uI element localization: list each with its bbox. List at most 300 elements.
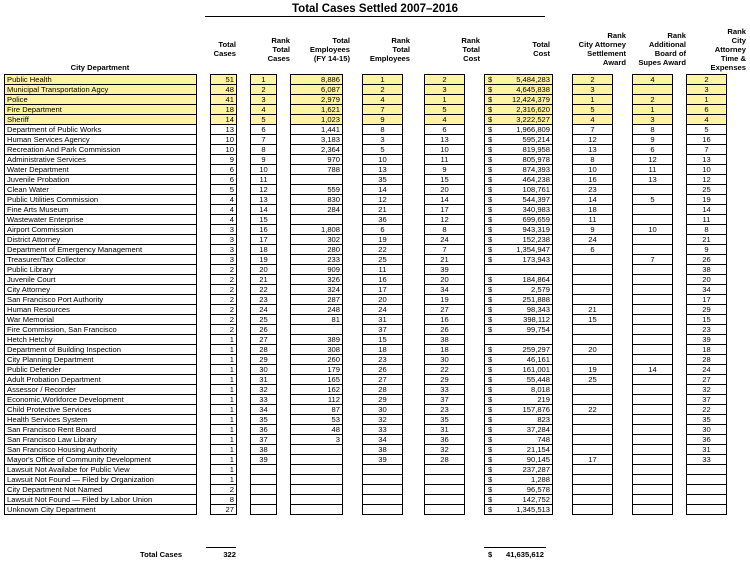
- cell-total-cost: 1,345,513: [497, 505, 553, 515]
- cell-currency: $: [485, 305, 497, 315]
- cell-rank-total-cost: 23: [425, 405, 465, 415]
- cell-rank-settlement: 8: [573, 155, 613, 165]
- cell-rank-total-cases: 4: [251, 105, 277, 115]
- cell-rank-total-cases: 37: [251, 435, 277, 445]
- cell-rank-board: [633, 345, 673, 355]
- cell-department: Human Services Agency: [5, 135, 197, 145]
- cell-total-cases: 41: [211, 95, 237, 105]
- cell-rank-board: 2: [633, 95, 673, 105]
- cell-rank-total-cost: [425, 465, 465, 475]
- table-row: [5, 85, 727, 95]
- cell-rank-total-cases: [251, 505, 277, 515]
- cell-rank-total-cost: 29: [425, 375, 465, 385]
- cell-rank-settlement: [573, 505, 613, 515]
- cell-rank-total-cases: 11: [251, 175, 277, 185]
- cell-total-cost: 8,018: [497, 385, 553, 395]
- cell-total-employees: 6,087: [291, 85, 343, 95]
- table-row: [5, 175, 727, 185]
- cell-total-employees: 260: [291, 355, 343, 365]
- cell-rank-settlement: 11: [573, 215, 613, 225]
- cell-currency: $: [485, 295, 497, 305]
- cell-rank-total-cases: 38: [251, 445, 277, 455]
- cell-rank-total-cases: 14: [251, 205, 277, 215]
- cell-total-employees: 287: [291, 295, 343, 305]
- cell-rank-total-cost: 33: [425, 385, 465, 395]
- cell-total-cost: 90,145: [497, 455, 553, 465]
- page-title: Total Cases Settled 2007–2016: [205, 2, 545, 17]
- cell-total-employees: 788: [291, 165, 343, 175]
- cell-rank-settlement: 4: [573, 115, 613, 125]
- cell-department: Public Defender: [5, 365, 197, 375]
- cell-total-cost: 12,424,379: [497, 95, 553, 105]
- cell-department: Assessor / Recorder: [5, 385, 197, 395]
- cell-rank-time: 16: [687, 135, 727, 145]
- cell-department: City Attorney: [5, 285, 197, 295]
- cell-total-cases: 10: [211, 135, 237, 145]
- cell-rank-total-cases: 34: [251, 405, 277, 415]
- cell-rank-settlement: [573, 385, 613, 395]
- cell-total-cases: 3: [211, 225, 237, 235]
- cell-rank-board: [633, 205, 673, 215]
- cell-rank-total-employees: 29: [363, 395, 403, 405]
- cell-total-cases: 2: [211, 485, 237, 495]
- cell-rank-total-cases: 28: [251, 345, 277, 355]
- table-row: [5, 425, 727, 435]
- cell-rank-time: 29: [687, 305, 727, 315]
- cell-total-cases: 1: [211, 435, 237, 445]
- cell-currency: $: [485, 255, 497, 265]
- table-row: [5, 195, 727, 205]
- cell-total-employees: 280: [291, 245, 343, 255]
- cell-rank-total-cases: 12: [251, 185, 277, 195]
- cell-rank-total-cases: 1: [251, 75, 277, 85]
- totals-cost: 41,635,612: [505, 550, 544, 559]
- cell-rank-total-cost: 21: [425, 255, 465, 265]
- cell-rank-total-cost: 20: [425, 275, 465, 285]
- cell-rank-settlement: [573, 415, 613, 425]
- cell-rank-total-cases: 13: [251, 195, 277, 205]
- cell-total-cost: 2,579: [497, 285, 553, 295]
- cell-rank-total-cost: [425, 495, 465, 505]
- cell-rank-total-cost: [425, 505, 465, 515]
- cell-rank-total-cost: 28: [425, 455, 465, 465]
- total-cost-underline: [484, 547, 546, 548]
- cell-rank-board: [633, 475, 673, 485]
- cell-rank-total-employees: 38: [363, 445, 403, 455]
- cell-total-cost: 340,983: [497, 205, 553, 215]
- cell-currency: [485, 265, 497, 275]
- cell-rank-time: 34: [687, 285, 727, 295]
- cell-total-cost: 251,888: [497, 295, 553, 305]
- cell-rank-settlement: 2: [573, 75, 613, 85]
- cell-rank-settlement: 10: [573, 165, 613, 175]
- cell-total-cases: 10: [211, 145, 237, 155]
- cell-total-cost: 96,578: [497, 485, 553, 495]
- cell-rank-total-employees: 4: [363, 95, 403, 105]
- total-cases-underline: [206, 547, 236, 548]
- cell-rank-total-employees: 2: [363, 85, 403, 95]
- cell-rank-total-cases: 5: [251, 115, 277, 125]
- table-row: [5, 295, 727, 305]
- cell-rank-total-employees: 32: [363, 415, 403, 425]
- totals-label: Total Cases: [140, 550, 183, 559]
- cell-rank-total-employees: 6: [363, 225, 403, 235]
- cell-rank-total-employees: [363, 495, 403, 505]
- cell-department: Lawsuit Not Availabe for Public View: [5, 465, 197, 475]
- cell-rank-total-cost: [425, 485, 465, 495]
- cell-rank-settlement: 7: [573, 125, 613, 135]
- cell-rank-settlement: 9: [573, 225, 613, 235]
- cell-total-cases: 4: [211, 215, 237, 225]
- cell-total-employees: 284: [291, 205, 343, 215]
- cell-rank-time: 3: [687, 85, 727, 95]
- cell-rank-settlement: [573, 445, 613, 455]
- cell-rank-total-employees: 8: [363, 125, 403, 135]
- cell-currency: $: [485, 225, 497, 235]
- cell-rank-total-employees: [363, 465, 403, 475]
- cell-currency: $: [485, 455, 497, 465]
- cell-total-cost: 1,354,947: [497, 245, 553, 255]
- cell-rank-time: 7: [687, 145, 727, 155]
- cell-currency: $: [485, 115, 497, 125]
- cell-rank-total-cases: 9: [251, 155, 277, 165]
- cell-rank-total-cases: 17: [251, 235, 277, 245]
- cell-total-cases: 2: [211, 285, 237, 295]
- cell-currency: $: [485, 375, 497, 385]
- cell-total-cases: 18: [211, 105, 237, 115]
- header-rank-total-employees: Rank Total Employees: [369, 35, 410, 63]
- cell-rank-board: [633, 325, 673, 335]
- cell-rank-total-employees: 15: [363, 335, 403, 345]
- cell-rank-settlement: [573, 485, 613, 495]
- cell-rank-time: 12: [687, 175, 727, 185]
- cell-rank-board: [633, 245, 673, 255]
- cell-department: Municipal Transportation Agcy: [5, 85, 197, 95]
- cell-currency: $: [485, 405, 497, 415]
- cell-rank-board: 12: [633, 155, 673, 165]
- cell-rank-settlement: 24: [573, 235, 613, 245]
- cell-department: Lawsuit Not Found — Filed by Labor Union: [5, 495, 197, 505]
- table-row: [5, 265, 727, 275]
- cell-rank-total-cases: 29: [251, 355, 277, 365]
- cell-currency: $: [485, 365, 497, 375]
- cell-rank-settlement: 14: [573, 195, 613, 205]
- cell-total-cases: 1: [211, 415, 237, 425]
- cell-rank-board: [633, 495, 673, 505]
- cell-rank-total-cases: 15: [251, 215, 277, 225]
- cell-rank-board: 6: [633, 145, 673, 155]
- cell-rank-time: 35: [687, 415, 727, 425]
- cell-currency: $: [485, 285, 497, 295]
- cell-currency: $: [485, 175, 497, 185]
- cell-rank-total-cost: 2: [425, 75, 465, 85]
- table-row: [5, 505, 727, 515]
- cell-rank-total-employees: 35: [363, 175, 403, 185]
- cell-rank-board: 8: [633, 125, 673, 135]
- table-row: [5, 285, 727, 295]
- cell-rank-total-cases: 31: [251, 375, 277, 385]
- cell-rank-time: 32: [687, 385, 727, 395]
- cell-total-cases: 14: [211, 115, 237, 125]
- cell-total-employees: [291, 215, 343, 225]
- cell-rank-settlement: 3: [573, 85, 613, 95]
- cell-rank-settlement: 22: [573, 405, 613, 415]
- cell-rank-time: 33: [687, 455, 727, 465]
- header-city-department: City Department: [70, 63, 130, 72]
- cell-rank-time: 21: [687, 235, 727, 245]
- cell-rank-board: 13: [633, 175, 673, 185]
- cell-rank-settlement: [573, 265, 613, 275]
- cell-department: Human Resources: [5, 305, 197, 315]
- cell-rank-total-cases: 20: [251, 265, 277, 275]
- cell-total-cases: 2: [211, 265, 237, 275]
- cell-rank-total-cost: [425, 475, 465, 485]
- cell-total-cases: 1: [211, 445, 237, 455]
- cell-rank-total-employees: 12: [363, 195, 403, 205]
- cell-rank-total-cost: 18: [425, 345, 465, 355]
- cell-department: War Memorial: [5, 315, 197, 325]
- cell-total-cases: 1: [211, 345, 237, 355]
- cell-rank-time: 9: [687, 245, 727, 255]
- cell-department: District Attorney: [5, 235, 197, 245]
- table-row: [5, 155, 727, 165]
- cell-total-employees: 1,621: [291, 105, 343, 115]
- cell-currency: $: [485, 275, 497, 285]
- table-row: [5, 235, 727, 245]
- table-row: [5, 495, 727, 505]
- cell-rank-time: [687, 465, 727, 475]
- cell-rank-total-employees: 34: [363, 435, 403, 445]
- cell-total-cost: 699,659: [497, 215, 553, 225]
- cell-rank-time: 26: [687, 255, 727, 265]
- cell-currency: $: [485, 155, 497, 165]
- cell-rank-board: [633, 265, 673, 275]
- cell-total-employees: [291, 445, 343, 455]
- cell-rank-total-cost: 16: [425, 315, 465, 325]
- cell-currency: $: [485, 385, 497, 395]
- cell-rank-settlement: [573, 465, 613, 475]
- cell-rank-total-employees: 7: [363, 105, 403, 115]
- cell-total-cost: 98,343: [497, 305, 553, 315]
- cell-total-cost: 2,316,620: [497, 105, 553, 115]
- table-row: [5, 365, 727, 375]
- cell-total-cases: 1: [211, 385, 237, 395]
- cell-total-cases: 9: [211, 155, 237, 165]
- cell-rank-board: [633, 305, 673, 315]
- cell-department: Fine Arts Museum: [5, 205, 197, 215]
- cell-total-employees: [291, 495, 343, 505]
- cell-rank-board: [633, 215, 673, 225]
- cell-total-employees: 2,364: [291, 145, 343, 155]
- table-row: [5, 345, 727, 355]
- cell-total-cases: 1: [211, 425, 237, 435]
- cell-total-employees: 112: [291, 395, 343, 405]
- cell-rank-board: 7: [633, 255, 673, 265]
- cell-rank-settlement: [573, 495, 613, 505]
- cell-currency: $: [485, 205, 497, 215]
- cell-total-cost: 823: [497, 415, 553, 425]
- cell-rank-total-employees: 17: [363, 285, 403, 295]
- cell-department: San Francisco Law Library: [5, 435, 197, 445]
- cell-rank-total-employees: 23: [363, 355, 403, 365]
- cell-total-cases: 1: [211, 475, 237, 485]
- cell-rank-total-employees: 16: [363, 275, 403, 285]
- cell-currency: $: [485, 235, 497, 245]
- cell-rank-time: 25: [687, 185, 727, 195]
- cell-department: Public Library: [5, 265, 197, 275]
- cell-total-employees: 559: [291, 185, 343, 195]
- cell-rank-time: 17: [687, 295, 727, 305]
- cell-rank-settlement: 12: [573, 135, 613, 145]
- cell-rank-board: 9: [633, 135, 673, 145]
- cell-total-employees: 1,023: [291, 115, 343, 125]
- cell-total-cost: 161,001: [497, 365, 553, 375]
- cell-rank-board: [633, 315, 673, 325]
- cell-rank-total-employees: 22: [363, 245, 403, 255]
- cell-rank-time: 15: [687, 315, 727, 325]
- cell-rank-total-cost: 6: [425, 125, 465, 135]
- cell-currency: $: [485, 105, 497, 115]
- cell-department: Police: [5, 95, 197, 105]
- cell-total-employees: 1,808: [291, 225, 343, 235]
- cell-rank-total-employees: 36: [363, 215, 403, 225]
- cell-rank-settlement: 21: [573, 305, 613, 315]
- cell-rank-time: 37: [687, 395, 727, 405]
- cell-rank-total-employees: 20: [363, 295, 403, 305]
- cell-rank-total-employees: 30: [363, 405, 403, 415]
- cell-currency: $: [485, 165, 497, 175]
- cell-total-cost: 1,288: [497, 475, 553, 485]
- cell-currency: $: [485, 495, 497, 505]
- cell-rank-board: 14: [633, 365, 673, 375]
- cell-total-cost: 142,752: [497, 495, 553, 505]
- cell-department: Clean Water: [5, 185, 197, 195]
- cell-rank-board: [633, 295, 673, 305]
- cell-currency: $: [485, 185, 497, 195]
- cell-rank-board: [633, 425, 673, 435]
- cell-department: Juvenile Probation: [5, 175, 197, 185]
- cell-rank-total-employees: 39: [363, 455, 403, 465]
- cell-total-employees: [291, 175, 343, 185]
- cell-total-cases: 51: [211, 75, 237, 85]
- table-row: [5, 95, 727, 105]
- cell-rank-total-cases: [251, 495, 277, 505]
- cell-rank-settlement: 6: [573, 245, 613, 255]
- cell-total-employees: 970: [291, 155, 343, 165]
- cell-total-cases: 3: [211, 245, 237, 255]
- cell-rank-time: 38: [687, 265, 727, 275]
- cell-rank-total-cases: 22: [251, 285, 277, 295]
- cell-rank-time: 27: [687, 375, 727, 385]
- cell-rank-time: 18: [687, 345, 727, 355]
- cell-rank-total-cost: 10: [425, 145, 465, 155]
- cell-rank-total-cost: 14: [425, 195, 465, 205]
- cell-total-cases: 1: [211, 335, 237, 345]
- cell-rank-board: [633, 505, 673, 515]
- cell-total-employees: 308: [291, 345, 343, 355]
- cell-total-employees: 53: [291, 415, 343, 425]
- cell-rank-time: 19: [687, 195, 727, 205]
- cell-total-cases: 1: [211, 355, 237, 365]
- cell-total-cases: 1: [211, 395, 237, 405]
- cell-rank-total-cases: 18: [251, 245, 277, 255]
- cell-rank-total-employees: 18: [363, 345, 403, 355]
- cell-rank-total-cases: 26: [251, 325, 277, 335]
- cell-rank-total-employees: 24: [363, 305, 403, 315]
- cell-department: San Francisco Housing Authority: [5, 445, 197, 455]
- cell-rank-time: 23: [687, 325, 727, 335]
- cell-rank-total-employees: [363, 485, 403, 495]
- table-row: [5, 325, 727, 335]
- cell-rank-settlement: [573, 295, 613, 305]
- cell-total-cases: 2: [211, 325, 237, 335]
- cell-currency: $: [485, 315, 497, 325]
- totals-cases: 322: [223, 550, 236, 559]
- cell-rank-time: 5: [687, 125, 727, 135]
- cell-total-cases: 1: [211, 375, 237, 385]
- cell-department: Mayor's Office of Community Development: [5, 455, 197, 465]
- cell-total-cost: 5,484,283: [497, 75, 553, 85]
- cell-total-employees: [291, 475, 343, 485]
- cell-department: Unknown City Department: [5, 505, 197, 515]
- cell-rank-total-cases: 33: [251, 395, 277, 405]
- cell-department: Treasurer/Tax Collector: [5, 255, 197, 265]
- table-row: [5, 375, 727, 385]
- cell-total-cost: 805,978: [497, 155, 553, 165]
- cell-rank-time: 10: [687, 165, 727, 175]
- cell-rank-total-employees: 14: [363, 185, 403, 195]
- cell-rank-total-employees: [363, 505, 403, 515]
- cell-total-cases: 2: [211, 295, 237, 305]
- cell-rank-total-cases: 3: [251, 95, 277, 105]
- cell-total-cost: 173,943: [497, 255, 553, 265]
- header-rank-settlement: Rank City Attorney Settlement Award: [578, 31, 626, 67]
- cell-rank-total-cost: 11: [425, 155, 465, 165]
- cell-currency: $: [485, 395, 497, 405]
- cell-rank-board: [633, 375, 673, 385]
- cell-rank-total-cost: 36: [425, 435, 465, 445]
- cell-currency: $: [485, 195, 497, 205]
- cell-total-employees: 389: [291, 335, 343, 345]
- cell-total-cost: 259,297: [497, 345, 553, 355]
- cell-rank-total-cases: 25: [251, 315, 277, 325]
- cell-total-cost: 37,284: [497, 425, 553, 435]
- cell-rank-board: [633, 455, 673, 465]
- table-row: [5, 165, 727, 175]
- cell-total-cost: 21,154: [497, 445, 553, 455]
- table-row: [5, 485, 727, 495]
- cell-rank-total-cases: 36: [251, 425, 277, 435]
- cell-rank-board: [633, 405, 673, 415]
- cell-rank-total-employees: 33: [363, 425, 403, 435]
- cell-rank-board: 10: [633, 225, 673, 235]
- cell-department: Fire Commission, San Francisco: [5, 325, 197, 335]
- cell-rank-total-cost: 12: [425, 215, 465, 225]
- cell-rank-board: 4: [633, 75, 673, 85]
- cell-rank-total-cost: 20: [425, 185, 465, 195]
- table-row: [5, 245, 727, 255]
- cell-rank-board: [633, 415, 673, 425]
- cell-total-cases: 2: [211, 315, 237, 325]
- cell-rank-board: [633, 185, 673, 195]
- cell-rank-total-cases: 21: [251, 275, 277, 285]
- cell-total-cases: 2: [211, 275, 237, 285]
- cell-rank-settlement: 20: [573, 345, 613, 355]
- cell-currency: $: [485, 245, 497, 255]
- cell-rank-total-cost: 7: [425, 245, 465, 255]
- cell-rank-total-employees: 13: [363, 165, 403, 175]
- cell-total-employees: 302: [291, 235, 343, 245]
